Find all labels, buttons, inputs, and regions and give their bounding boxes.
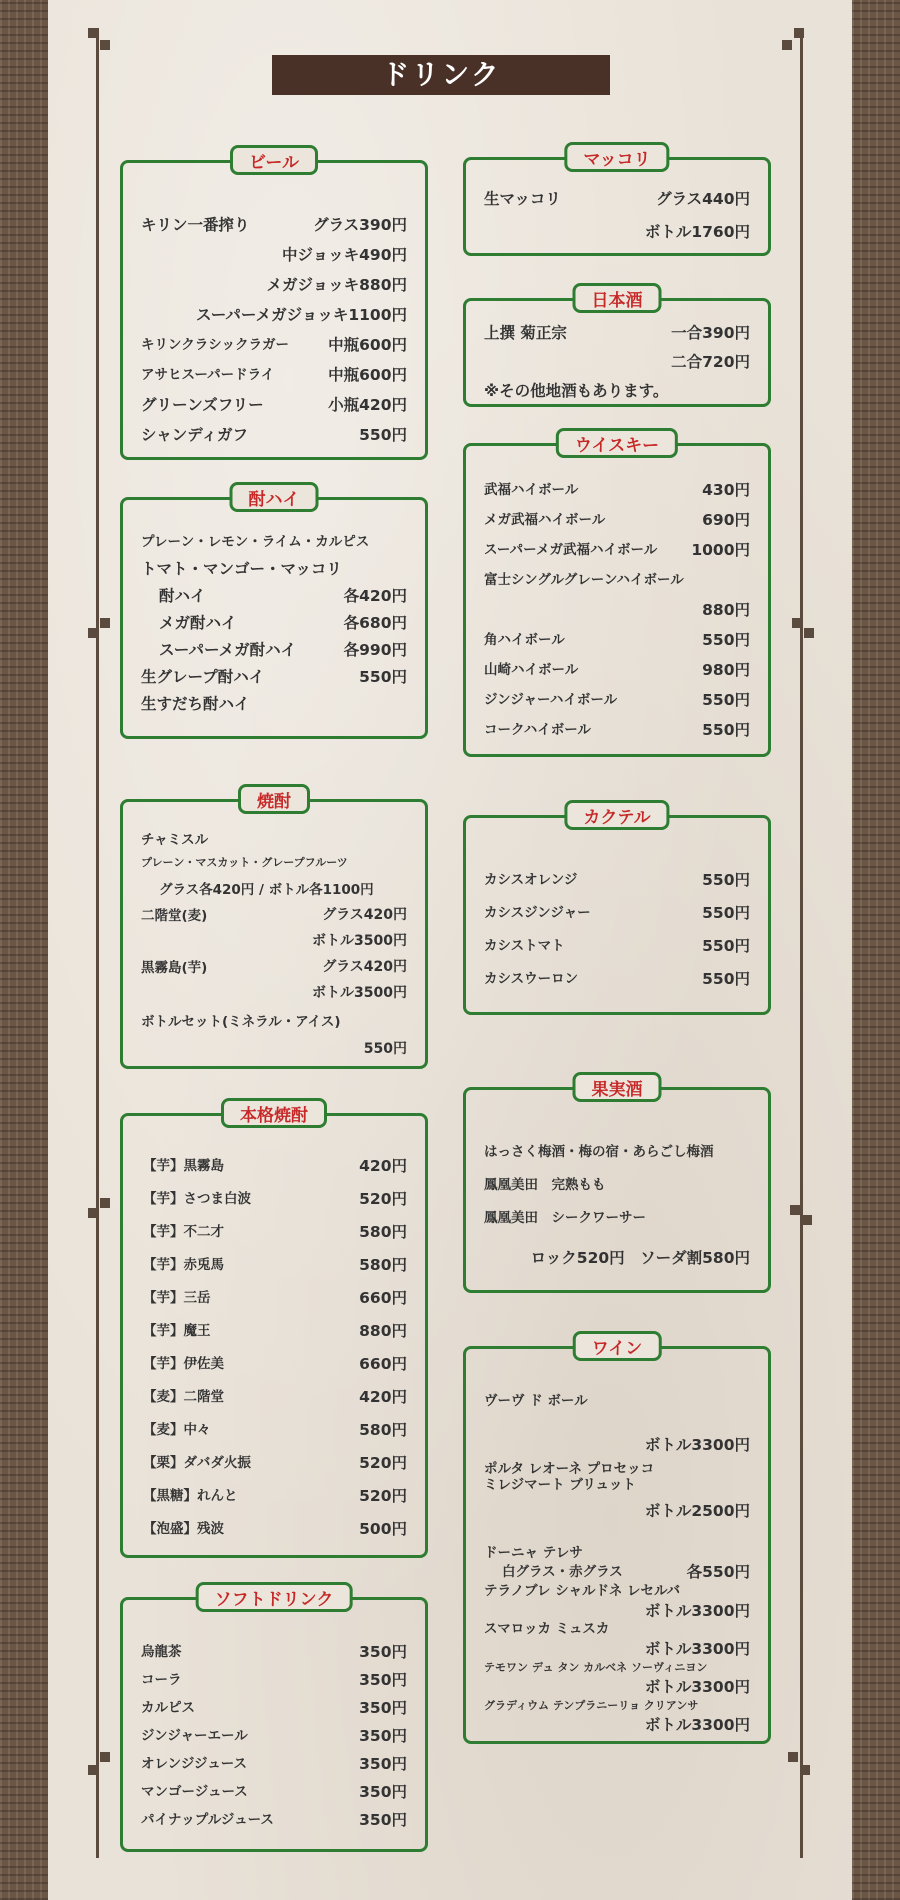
menu-item-name: ※その他地酒もあります。	[484, 382, 669, 400]
menu-item-name: メガ武福ハイボール	[484, 512, 606, 528]
menu-item-name: 角ハイボール	[484, 632, 565, 648]
corner-ornament	[88, 28, 98, 38]
menu-item-price: 660円	[359, 1289, 407, 1307]
menu-item-price: 二合720円	[671, 353, 750, 371]
menu-item-name: 【芋】黒霧島	[143, 1158, 224, 1174]
menu-item-name: シャンディガフ	[141, 426, 248, 444]
menu-item-price: グラス420円	[322, 959, 407, 975]
soft-drink-header: ソフトドリンク	[196, 1582, 353, 1612]
menu-item-price: 880円	[702, 601, 750, 619]
menu-item-name: 【芋】三岳	[143, 1290, 211, 1306]
page-title: ドリンク	[272, 55, 610, 95]
whisky-header: ウイスキー	[556, 428, 678, 458]
menu-item-name: プレーン・マスカット・グレープフルーツ	[141, 856, 348, 869]
side-ornament	[88, 1765, 98, 1775]
menu-item-price: 各990円	[343, 641, 407, 659]
menu-item-price: 430円	[702, 481, 750, 499]
menu-item-price: グラス420円	[322, 907, 407, 923]
honkaku-shochu-header: 本格焼酎	[221, 1098, 327, 1128]
beer-section	[120, 153, 428, 460]
menu-item-name: 生グレープ酎ハイ	[141, 668, 265, 686]
side-ornament	[88, 628, 98, 638]
side-ornament	[88, 1208, 98, 1218]
cocktail-section	[463, 808, 771, 1015]
menu-item-name: ボトルセット(ミネラル・アイス)	[141, 1014, 341, 1030]
sake-section	[463, 291, 771, 407]
menu-item-price: 350円	[359, 1755, 407, 1773]
menu-item-price: 580円	[359, 1256, 407, 1274]
makgeolli-section	[463, 150, 771, 256]
sake-header: 日本酒	[573, 283, 662, 313]
menu-item-price: 550円	[702, 970, 750, 988]
shochu-header: 焼酎	[238, 784, 310, 814]
menu-item-price: ボトル3300円	[644, 1716, 750, 1734]
menu-item-price: 中瓶600円	[328, 366, 407, 384]
menu-item-price: 350円	[359, 1811, 407, 1829]
menu-item-name: マンゴージュース	[141, 1784, 248, 1800]
menu-item-name: カシスオレンジ	[484, 872, 578, 888]
menu-item-price: 550円	[702, 691, 750, 709]
menu-item-name: 【黒糖】れんと	[143, 1488, 238, 1504]
menu-item-name: 烏龍茶	[141, 1644, 182, 1660]
menu-item-name: ドーニャ テレサ	[484, 1545, 583, 1561]
menu-item-name: キリン一番搾り	[141, 216, 250, 234]
menu-item-name: スーパーメガ武福ハイボール	[484, 542, 658, 558]
menu-item-name: カシストマト	[484, 938, 565, 954]
menu-item-price: 350円	[359, 1727, 407, 1745]
side-ornament	[100, 1198, 110, 1208]
right-decor-line	[800, 28, 803, 1858]
menu-item-price: 550円	[359, 426, 407, 444]
side-ornament	[802, 1215, 812, 1225]
menu-item-name: トマト・マンゴー・マッコリ	[141, 560, 342, 578]
menu-item-price: ロック520円 ソーダ割580円	[530, 1249, 750, 1267]
menu-item-price: 350円	[359, 1671, 407, 1689]
menu-item-name: コークハイボール	[484, 722, 591, 738]
menu-item-price: ボトル3500円	[312, 933, 407, 949]
menu-item-price: 小瓶420円	[328, 396, 407, 414]
right-pattern-border	[852, 0, 900, 1900]
menu-item-price: 中ジョッキ490円	[281, 246, 407, 264]
menu-item-price: 660円	[359, 1355, 407, 1373]
corner-ornament	[794, 28, 804, 38]
menu-item-name: 【泡盛】残波	[143, 1521, 224, 1537]
menu-item-price: 420円	[359, 1388, 407, 1406]
menu-item-name: スーパーメガ酎ハイ	[159, 641, 297, 659]
menu-item-name: 【栗】ダバダ火振	[143, 1455, 251, 1471]
menu-item-name: 【芋】赤兎馬	[143, 1257, 224, 1273]
menu-item-name: 山崎ハイボール	[484, 662, 579, 678]
menu-item-price: グラス440円	[656, 190, 750, 208]
fruit-liquor-section	[463, 1080, 771, 1293]
menu-item-price: 500円	[359, 1520, 407, 1538]
shochu-section	[120, 792, 428, 1069]
menu-item-price: ボトル2500円	[644, 1502, 750, 1520]
menu-item-name: オレンジジュース	[141, 1756, 248, 1772]
corner-ornament	[782, 40, 792, 50]
chuhai-header: 酎ハイ	[230, 482, 319, 512]
menu-item-price: ボトル3300円	[644, 1602, 750, 1620]
menu-item-price: 350円	[359, 1699, 407, 1717]
side-ornament	[800, 1765, 810, 1775]
menu-item-name: キリンクラシックラガー	[141, 337, 289, 353]
menu-item-name: 【麦】二階堂	[143, 1389, 224, 1405]
menu-item-name: 【麦】中々	[143, 1422, 211, 1438]
left-pattern-border	[0, 0, 48, 1900]
menu-item-name: チャミスル	[141, 832, 209, 848]
menu-item-name: グラス各420円 / ボトル各1100円	[159, 882, 374, 898]
whisky-section	[463, 436, 771, 757]
menu-item-price: 各680円	[343, 614, 407, 632]
menu-item-name: 鳳凰美田 完熟もも	[484, 1177, 606, 1193]
menu-item-price: ボトル1760円	[644, 223, 750, 241]
menu-item-price: 690円	[702, 511, 750, 529]
menu-item-price: 550円	[702, 937, 750, 955]
side-ornament	[792, 618, 802, 628]
menu-item-name: 【芋】魔王	[143, 1323, 211, 1339]
menu-item-name: カルピス	[141, 1700, 195, 1716]
menu-item-price: スーパーメガジョッキ1100円	[195, 306, 407, 324]
menu-item-name: 鳳凰美田 シークワーサー	[484, 1210, 646, 1226]
menu-item-name: はっさく梅酒・梅の宿・あらごし梅酒	[484, 1144, 714, 1160]
menu-item-name: 生すだち酎ハイ	[141, 695, 250, 713]
menu-item-price: 420円	[359, 1157, 407, 1175]
wine-header: ワイン	[573, 1331, 662, 1361]
menu-item-name: カシスウーロン	[484, 971, 579, 987]
menu-item-price: 550円	[702, 904, 750, 922]
wine-section	[463, 1339, 771, 1744]
menu-item-name: 酎ハイ	[159, 587, 206, 605]
side-ornament	[788, 1752, 798, 1762]
beer-header: ビール	[230, 145, 318, 175]
menu-item-price: 550円	[359, 668, 407, 686]
menu-item-name: テモワン デュ タン カルベネ ソーヴィニヨン	[484, 1661, 708, 1674]
menu-item-price: 一合390円	[671, 324, 750, 342]
menu-item-price: 520円	[359, 1190, 407, 1208]
menu-item-name: 【芋】伊佐美	[143, 1356, 224, 1372]
menu-item-name: 武福ハイボール	[484, 482, 579, 498]
fruit-liquor-header: 果実酒	[573, 1072, 662, 1102]
menu-item-price: 中瓶600円	[328, 336, 407, 354]
menu-item-price: 580円	[359, 1421, 407, 1439]
menu-item-name: パイナップルジュース	[141, 1812, 274, 1828]
side-ornament	[100, 1752, 110, 1762]
side-ornament	[100, 618, 110, 628]
menu-item-price: 1000円	[691, 541, 750, 559]
menu-item-price: 550円	[363, 1041, 407, 1057]
left-decor-line	[96, 28, 99, 1858]
menu-item-price: ボトル3300円	[644, 1436, 750, 1454]
cocktail-header: カクテル	[564, 800, 669, 830]
menu-item-name: プレーン・レモン・ライム・カルピス	[141, 534, 370, 550]
menu-item-price: 520円	[359, 1454, 407, 1472]
menu-item-price: ボトル3500円	[312, 985, 407, 1001]
soft-drink-section	[120, 1590, 428, 1852]
corner-ornament	[100, 40, 110, 50]
menu-item-price: 350円	[359, 1643, 407, 1661]
side-ornament	[790, 1205, 800, 1215]
menu-item-name: ミレジマート ブリュット	[484, 1477, 636, 1493]
chuhai-section	[120, 490, 428, 739]
menu-item-name: 二階堂(麦)	[141, 908, 208, 924]
menu-item-name: ジンジャーハイボール	[484, 692, 618, 708]
menu-item-name: テラノブレ シャルドネ レセルバ	[484, 1583, 681, 1599]
honkaku-shochu-section	[120, 1106, 428, 1558]
menu-item-name: 【芋】不二才	[143, 1224, 224, 1240]
menu-item-name: 上撰 菊正宗	[484, 324, 567, 342]
menu-item-name: 生マッコリ	[484, 190, 561, 208]
menu-item-price: 880円	[359, 1322, 407, 1340]
menu-item-name: カシスジンジャー	[484, 905, 591, 921]
menu-item-name: ポルタ レオーネ プロセッコ	[484, 1461, 655, 1477]
menu-item-name: グラディウム テンプラニーリョ クリアンサ	[484, 1699, 699, 1712]
menu-item-price: 550円	[702, 871, 750, 889]
menu-item-price: 各550円	[686, 1563, 750, 1581]
menu-item-price: メガジョッキ880円	[266, 276, 407, 294]
menu-item-price: ボトル3300円	[644, 1678, 750, 1696]
menu-item-name: メガ酎ハイ	[159, 614, 237, 632]
menu-item-name: グリーンズフリー	[141, 396, 264, 414]
menu-item-price: ボトル3300円	[644, 1640, 750, 1658]
menu-item-name: コーラ	[141, 1672, 182, 1688]
menu-item-name: 黒霧島(芋)	[141, 960, 208, 976]
menu-item-name: アサヒスーパードライ	[141, 367, 275, 383]
menu-item-price: 580円	[359, 1223, 407, 1241]
menu-item-price: 980円	[702, 661, 750, 679]
menu-item-price: グラス390円	[313, 216, 407, 234]
menu-item-price: 520円	[359, 1487, 407, 1505]
menu-item-name: ヴーヴ ド ボール	[484, 1393, 588, 1409]
menu-item-name: 富士シングルグレーンハイボール	[484, 572, 684, 588]
menu-item-price: 550円	[702, 631, 750, 649]
menu-item-price: 各420円	[343, 587, 407, 605]
menu-item-name: 【芋】さつま白波	[143, 1191, 251, 1207]
menu-item-name: スマロッカ ミュスカ	[484, 1621, 610, 1637]
side-ornament	[804, 628, 814, 638]
menu-item-price: 350円	[359, 1783, 407, 1801]
menu-item-price: 550円	[702, 721, 750, 739]
makgeolli-header: マッコリ	[564, 142, 669, 172]
menu-item-name: 白グラス・赤グラス	[502, 1564, 623, 1580]
menu-item-name: ジンジャーエール	[141, 1728, 248, 1744]
